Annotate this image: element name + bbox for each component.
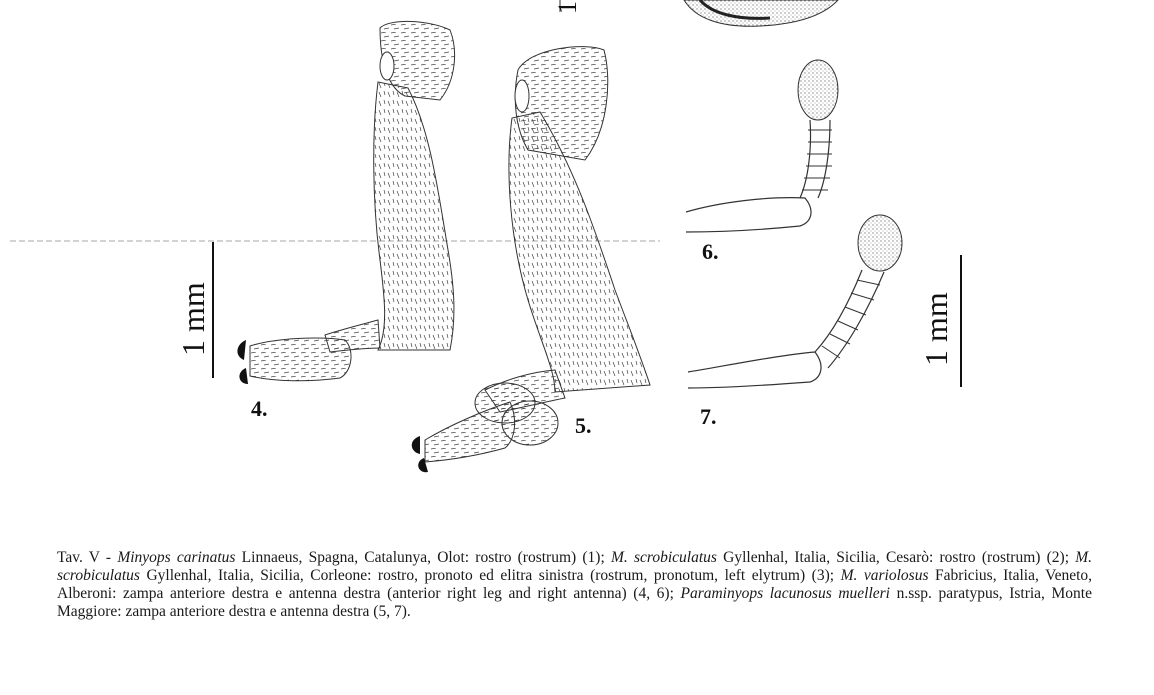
scale-label-left: 1 mm [175, 282, 211, 356]
caption-text: Gyllenhal, Italia, Sicilia, Corleone: rostro, pronoto ed elitra sinistra (rostrum, pronotum, left elytrum) (3); [139, 567, 841, 584]
caption-text: Linnaeus, Spagna, Catalunya, Olot: rostro (rostrum) (1); [235, 549, 611, 566]
species-name: M. variolosus [840, 567, 929, 584]
plate-caption [57, 549, 1092, 621]
species-name: Paraminyops lacunosus muelleri [680, 585, 890, 602]
caption-text: Tav. V - [57, 549, 118, 566]
species-name: M. scrobiculatus [610, 549, 717, 566]
caption-text: Fabricius, Italia, Veneto, Alberoni: zampa anteriore destra e antenna destra (anterior right leg and right antenna) (4, 6); [57, 567, 1093, 602]
fig6-label: 6. [702, 239, 719, 264]
fig6-antenna-drawing [686, 60, 838, 232]
caption-text: Gyllenhal, Italia, Sicilia, Cesarò: rostro (rostrum) (2); [716, 549, 1076, 566]
species-name: Minyops carinatus [117, 549, 236, 566]
fig3-fragment [560, 0, 838, 26]
fig5-label: 5. [575, 413, 592, 438]
species-name: M. scrobiculatus [57, 549, 1093, 584]
fig4-label: 4. [251, 396, 268, 421]
caption-text: n.ssp. paratypus, Istria, Monte Maggiore: zampa anteriore destra e antenna destra (5, 7). [57, 585, 1092, 620]
fig7-label: 7. [700, 404, 717, 429]
top-fragment-char: 1 [553, 1, 582, 14]
fig7-antenna-drawing [688, 215, 902, 388]
scale-label-right: 1 mm [918, 292, 954, 366]
fig4-leg-drawing [237, 21, 454, 384]
